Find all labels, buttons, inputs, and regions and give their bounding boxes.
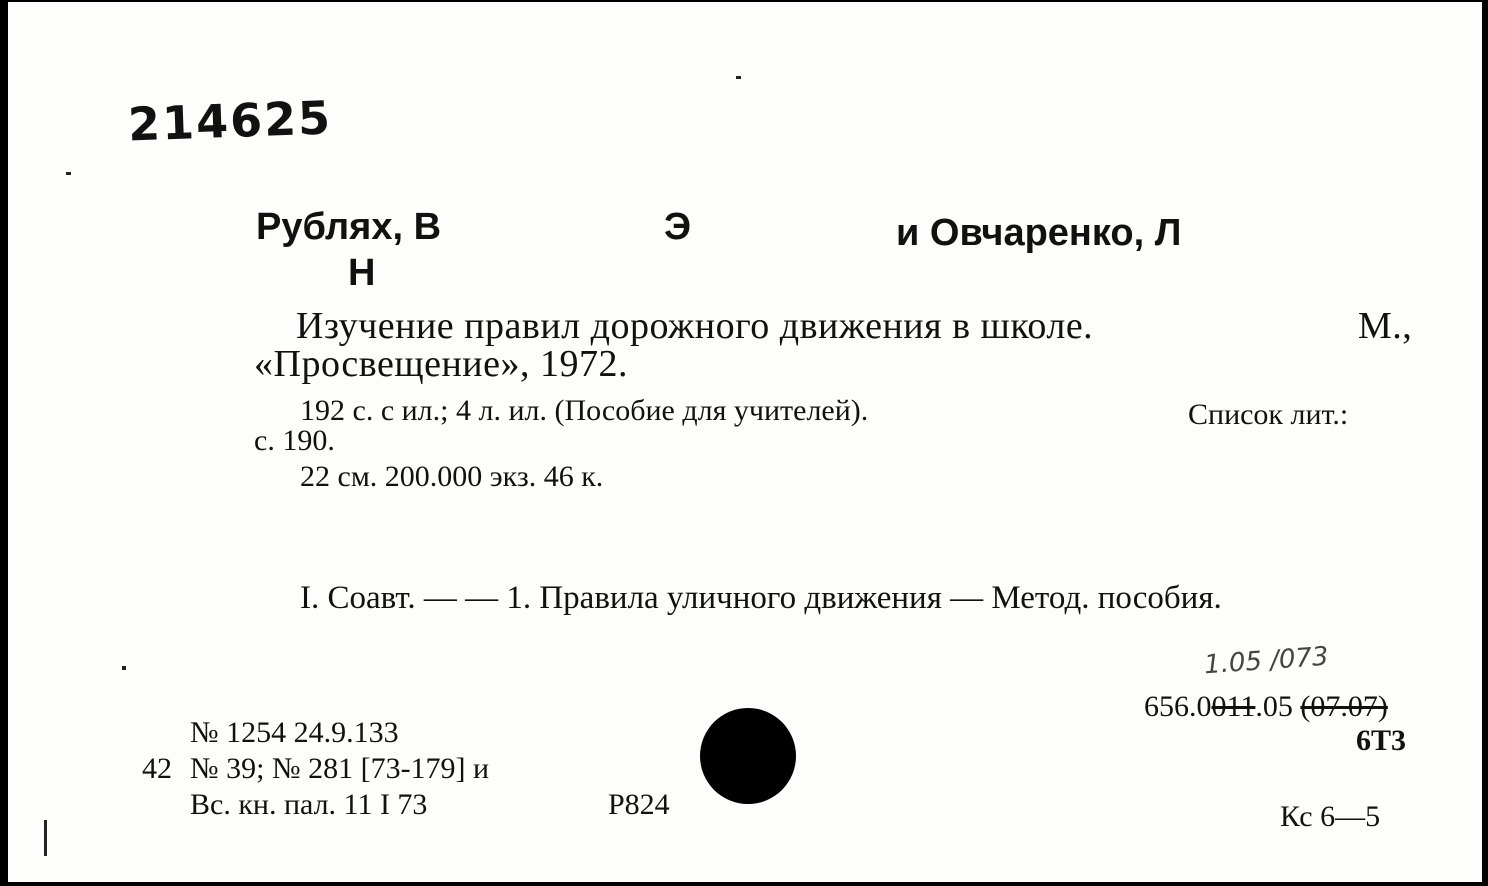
author-initial: Э [664, 206, 692, 248]
handwritten-number: 214625 [127, 90, 333, 152]
bibliography-note: Список лит.: [1188, 398, 1349, 431]
udc-struck-old: (07.07) [1300, 690, 1388, 723]
publisher-year: «Просвещение», 1972. [254, 343, 629, 385]
scan-speck-2 [122, 666, 126, 670]
scan-mark [44, 820, 47, 856]
catalog-card [8, 2, 1482, 882]
book-chamber-code: Р824 [608, 788, 670, 821]
publication-city: М., [1358, 305, 1413, 347]
udc-code: 656.0011.05 (07.07) [1144, 690, 1388, 723]
book-title: Изучение правил дорожного движения в школе. [296, 305, 1094, 347]
registration-number: № 1254 24.9.133 [190, 716, 399, 749]
subject-headings: I. Соавт. — — 1. Правила уличного движения — Метод. пособия. [300, 580, 1222, 616]
scan-speck [66, 172, 71, 175]
handwritten-code: 1.05 /073 [1203, 641, 1330, 681]
scan-speck-3 [736, 76, 741, 79]
kc-code: Кс 6—5 [1280, 800, 1381, 833]
registration-numbers: № 39; № 281 [73-179] и [190, 752, 490, 785]
coauthor: и Овчаренко, Л [896, 212, 1182, 254]
book-chamber-note: Вс. кн. пал. 11 I 73 [190, 788, 428, 821]
author-surname: Рублях, В [256, 206, 442, 248]
udc-code-2: 6Т3 [1356, 724, 1407, 757]
size-print-price: 22 см. 200.000 экз. 46 к. [300, 460, 604, 493]
author-initial-2: Н [348, 252, 376, 294]
physical-description: 192 с. с ил.; 4 л. ил. (Пособие для учителей). [300, 394, 869, 427]
registration-prefix: 42 [142, 752, 172, 785]
udc-struck-part: 011 [1211, 690, 1256, 723]
punch-hole [700, 708, 796, 804]
bibliography-pages: с. 190. [254, 424, 335, 457]
